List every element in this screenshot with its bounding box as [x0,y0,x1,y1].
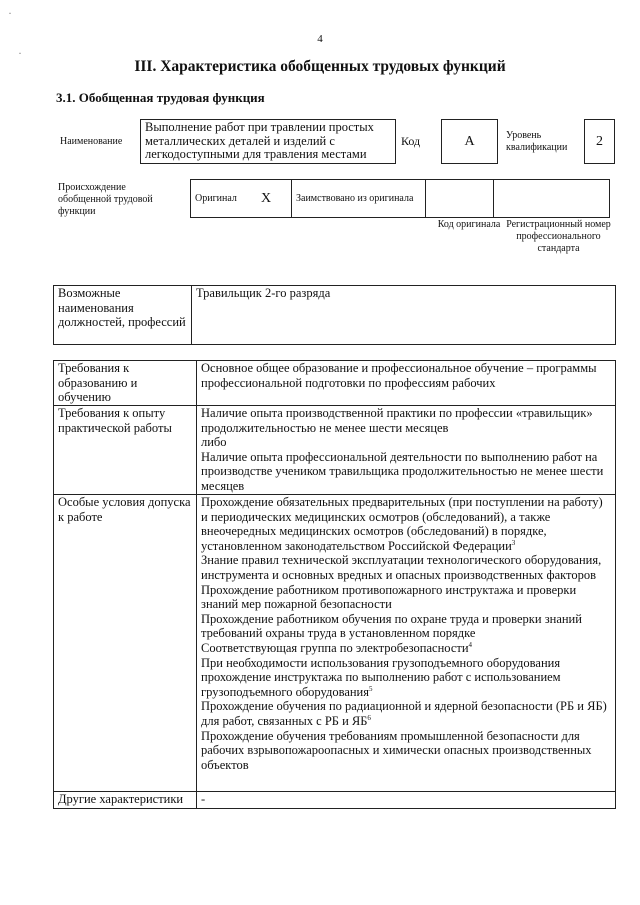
education-value [197,361,616,406]
code-label: Код [401,134,421,148]
other-label: Другие характеристики [54,792,197,809]
condition-item: Прохождение работником противопожарного инструктажа и проверки знаний мер пожарной безопасности [201,582,577,612]
footnote-ref: 5 [369,684,373,693]
table-row [54,361,616,406]
qualification-level-label: Уровень квалификации [506,130,568,153]
condition-item: Прохождение обучения требованиям промышленной безопасности для рабочих взрывопожароопасных и химически опасных производственных объектов [201,728,592,772]
other-value: - [197,792,616,809]
reg-number-caption: Регистрационный номер профессионального стандарта [506,219,611,254]
positions-table [53,285,616,345]
code-value: А [441,119,498,164]
footnote-ref: 4 [468,640,473,649]
requirements-table [53,360,616,809]
reg-number-cell [494,180,610,218]
condition-item: Прохождение обучения по радиационной и ядерной безопасности (РБ и ЯБ) для работ, связанных с РБ и $ЯБ^6$ [201,699,607,728]
experience-label: Требования к опыту практической работы [54,406,197,495]
page-number: 4 [317,33,323,45]
conditions-label: Особые условия допуска к работе [54,495,197,792]
experience-value [197,406,616,495]
condition-item: Прохождение обязательных предварительных (при поступлении на работу) и периодических медицинских осмотров (обследований), а также внеочередных медицинских осмотров (обследований) в порядке, установленном законодательством Российской Федерации$^3$ [201,495,603,553]
function-name-value: Выполнение работ при травлении простых металлических деталей и изделий с легкодоступными для травления местами [140,119,396,164]
table-row [54,406,616,495]
condition-item: Соответствующая группа по электробезопасности$^4$ [201,640,473,655]
subsection-title: 3.1. Обобщенная трудовая функция [56,90,265,105]
borrowed-label: Заимствовано из оригинала [292,180,426,218]
original-mark: X [257,180,292,218]
scan-mark: · [18,46,22,60]
positions-label: Возможные наименования должностей, профессий [54,286,192,345]
code-original-caption: Код оригинала [437,219,501,230]
section-title: III. Характеристика обобщенных трудовых функций [134,58,506,75]
condition-item: При необходимости использования грузоподъемного оборудования прохождение инструктажа по выполнению работ с использованием грузоподъемного оборудования$^5$ [201,655,561,699]
experience-line: Наличие опыта профессиональной деятельности по выполнению работ на производстве учеником травильщика продолжительностью не менее шести месяцев [201,449,604,493]
qualification-level-value: 2 [584,119,615,164]
origin-table [190,179,610,218]
condition-item: Знание правил технической эксплуатации технологического оборудования, инструмента и основных вредных и опасных производственных факторов [201,553,602,582]
code-original-cell [426,180,494,218]
original-label: Оригинал [191,180,258,218]
table-row [54,792,616,809]
education-label: Требования к образованию и обучению [54,361,197,406]
positions-value: Травильщик 2-го разряда [192,286,616,345]
experience-line: Наличие опыта производственной практики по профессии «травильщик» продолжительностью не менее шести месяцев [201,406,593,435]
scan-mark: · [8,6,12,20]
table-row [54,495,616,792]
footnote-ref: 3 [511,538,516,547]
footnote-ref: 6 [367,713,371,722]
conditions-value [197,495,616,792]
name-label: Наименование [60,136,123,147]
origin-label: Происхождение обобщенной трудовой функции [58,182,153,217]
experience-line: либо [201,435,227,450]
education-line: Основное общее образование и профессиональное обучение – программы профессиональной подготовки по профессиям рабочих [201,361,597,390]
condition-item: Прохождение работником обучения по охране труда и проверки знаний требований охраны труда в установленном порядке [201,611,582,641]
